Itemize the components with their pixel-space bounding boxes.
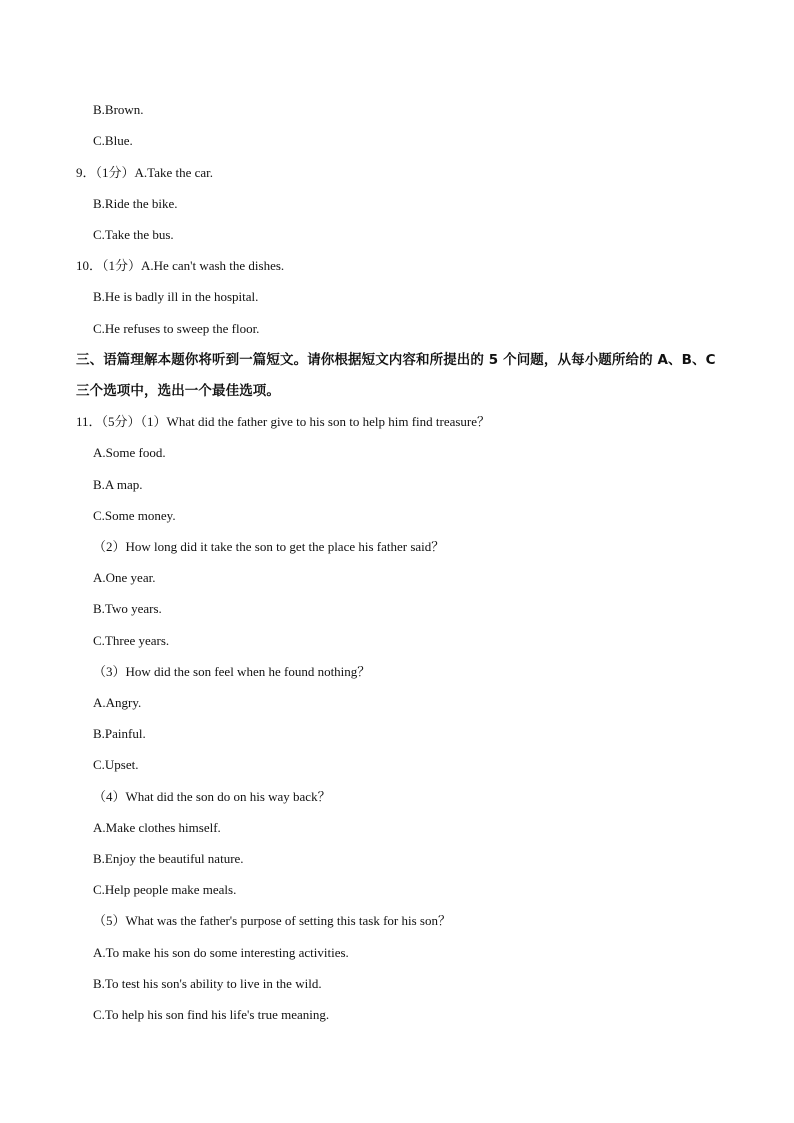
q11-stem bbox=[76, 413, 490, 431]
q11-sub4-option-b: B.Enjoy the beautiful nature. bbox=[93, 851, 244, 866]
q11-sub2-option-b: B.Two years. bbox=[93, 601, 162, 616]
q9-number: 9． bbox=[76, 165, 96, 180]
q9-option-a: A.Take the car. bbox=[134, 165, 214, 180]
q8-option-b: B.Brown. bbox=[93, 102, 144, 117]
q10-option-a: A.He can't wash the dishes. bbox=[141, 258, 285, 273]
q11-sub2-option-c: C.Three years. bbox=[93, 633, 170, 648]
q11-sub1-question: （1）What did the father give to his son to help him find treasure？ bbox=[140, 414, 491, 429]
q8-option-c: C.Blue. bbox=[93, 133, 133, 148]
q11-sub1-option-b: B.A map. bbox=[93, 477, 143, 492]
q11-sub4-question: （4）What did the son do on his way back？ bbox=[93, 789, 331, 804]
q11-sub2-question: （2）How long did it take the son to get the place his father said？ bbox=[93, 539, 445, 554]
q11-sub5-option-b: B.To test his son's ability to live in the wild. bbox=[93, 976, 322, 991]
q11-sub3-option-c: C.Upset. bbox=[93, 757, 139, 772]
q11-sub5-question: （5）What was the father's purpose of setting this task for his son？ bbox=[93, 913, 451, 928]
section3-heading-line1: 三、语篇理解本题你将听到一篇短文。请你根据短文内容和所提出的 5 个问题，从每小题所给的 A、B、C bbox=[76, 352, 716, 368]
q11-sub2-option-a: A.One year. bbox=[93, 570, 156, 585]
q10-option-c: C.He refuses to sweep the floor. bbox=[93, 321, 260, 336]
q9-option-c: C.Take the bus. bbox=[93, 227, 174, 242]
q10-points: （1分） bbox=[102, 258, 142, 273]
q9-option-b: B.Ride the bike. bbox=[93, 196, 178, 211]
q9-points: （1分） bbox=[95, 165, 135, 180]
q11-sub1-option-c: C.Some money. bbox=[93, 508, 176, 523]
q9-stem bbox=[76, 164, 213, 182]
q11-sub4-option-a: A.Make clothes himself. bbox=[93, 820, 221, 835]
q11-number: 11． bbox=[76, 414, 102, 429]
q10-number: 10． bbox=[76, 258, 103, 273]
q11-sub5-option-a: A.To make his son do some interesting activities. bbox=[93, 945, 349, 960]
q10-stem bbox=[76, 257, 284, 275]
q11-sub5-option-c: C.To help his son find his life's true meaning. bbox=[93, 1007, 330, 1022]
section3-heading-line2: 三个选项中，选出一个最佳选项。 bbox=[76, 383, 280, 399]
q10-option-b: B.He is badly ill in the hospital. bbox=[93, 289, 259, 304]
q11-sub3-option-a: A.Angry. bbox=[93, 695, 142, 710]
q11-sub3-option-b: B.Painful. bbox=[93, 726, 146, 741]
q11-sub1-option-a: A.Some food. bbox=[93, 445, 166, 460]
q11-sub3-question: （3）How did the son feel when he found nothing？ bbox=[93, 664, 371, 679]
q11-sub4-option-c: C.Help people make meals. bbox=[93, 882, 237, 897]
q11-points: （5分） bbox=[101, 414, 141, 429]
